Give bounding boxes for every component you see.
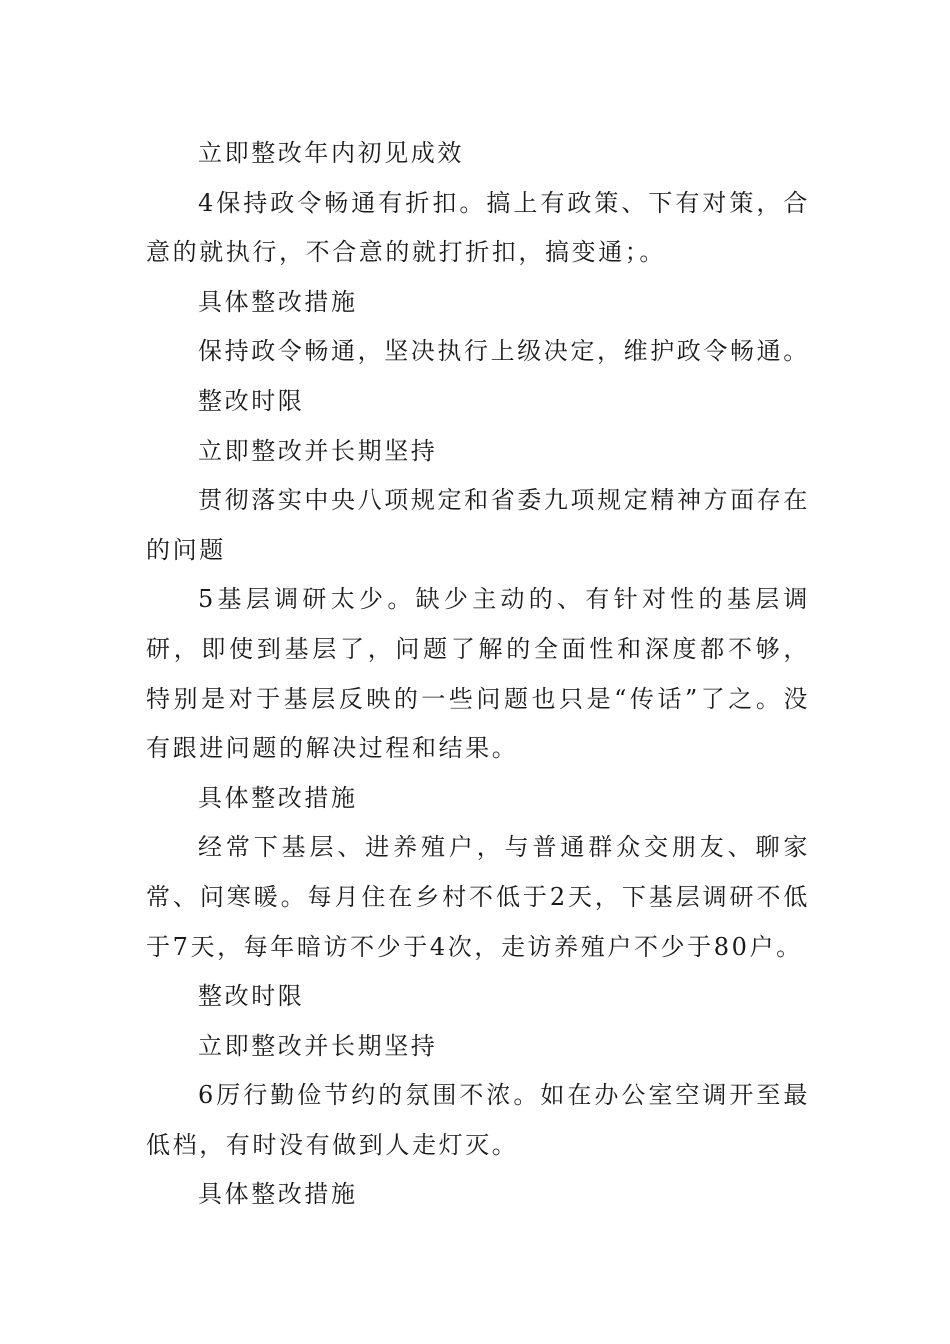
paragraph-issue-6: 6厉行勤俭节约的氛围不浓。如在办公室空调开至最低档，有时没有做到人走灯灭。: [146, 1081, 810, 1159]
paragraph-result-timeline: 立即整改年内初见成效: [198, 139, 464, 167]
paragraph-measures-4: 保持政令畅通，坚决执行上级决定，维护政令畅通。: [198, 337, 810, 366]
paragraph-deadline-heading: 整改时限: [198, 386, 305, 415]
document-body: [146, 129, 810, 1220]
paragraph-issue-5: 5基层调研太少。缺少主动的、有针对性的基层调研，即使到基层了，问题了解的全面性和深度都不够，特别是对于基层反映的一些问题也只是“传话”了之。没有跟进问题的解决过程和结果。: [146, 585, 810, 763]
paragraph-measures-5: 经常下基层、进养殖户，与普通群众交朋友、聊家常、问寒暖。每月住在乡村不低于2天，下基层调研不低于7天，每年暗访不少于4次，走访养殖户不少于80户。: [146, 833, 810, 961]
paragraph-measures-heading: 具体整改措施: [198, 783, 358, 812]
paragraph-section-heading: 贯彻落实中央八项规定和省委九项规定精神方面存在的问题: [146, 486, 810, 564]
paragraph-deadline-heading: 整改时限: [198, 982, 305, 1011]
paragraph-measures-heading: 具体整改措施: [198, 1180, 358, 1209]
paragraph-issue-4: 4保持政令畅通有折扣。搞上有政策、下有对策，合意的就执行，不合意的就打折扣，搞变通；。: [146, 188, 810, 267]
paragraph-deadline-5: 立即整改并长期坚持: [198, 1031, 438, 1060]
paragraph-deadline-4: 立即整改并长期坚持: [198, 436, 438, 465]
paragraph-measures-heading: 具体整改措施: [198, 287, 358, 316]
